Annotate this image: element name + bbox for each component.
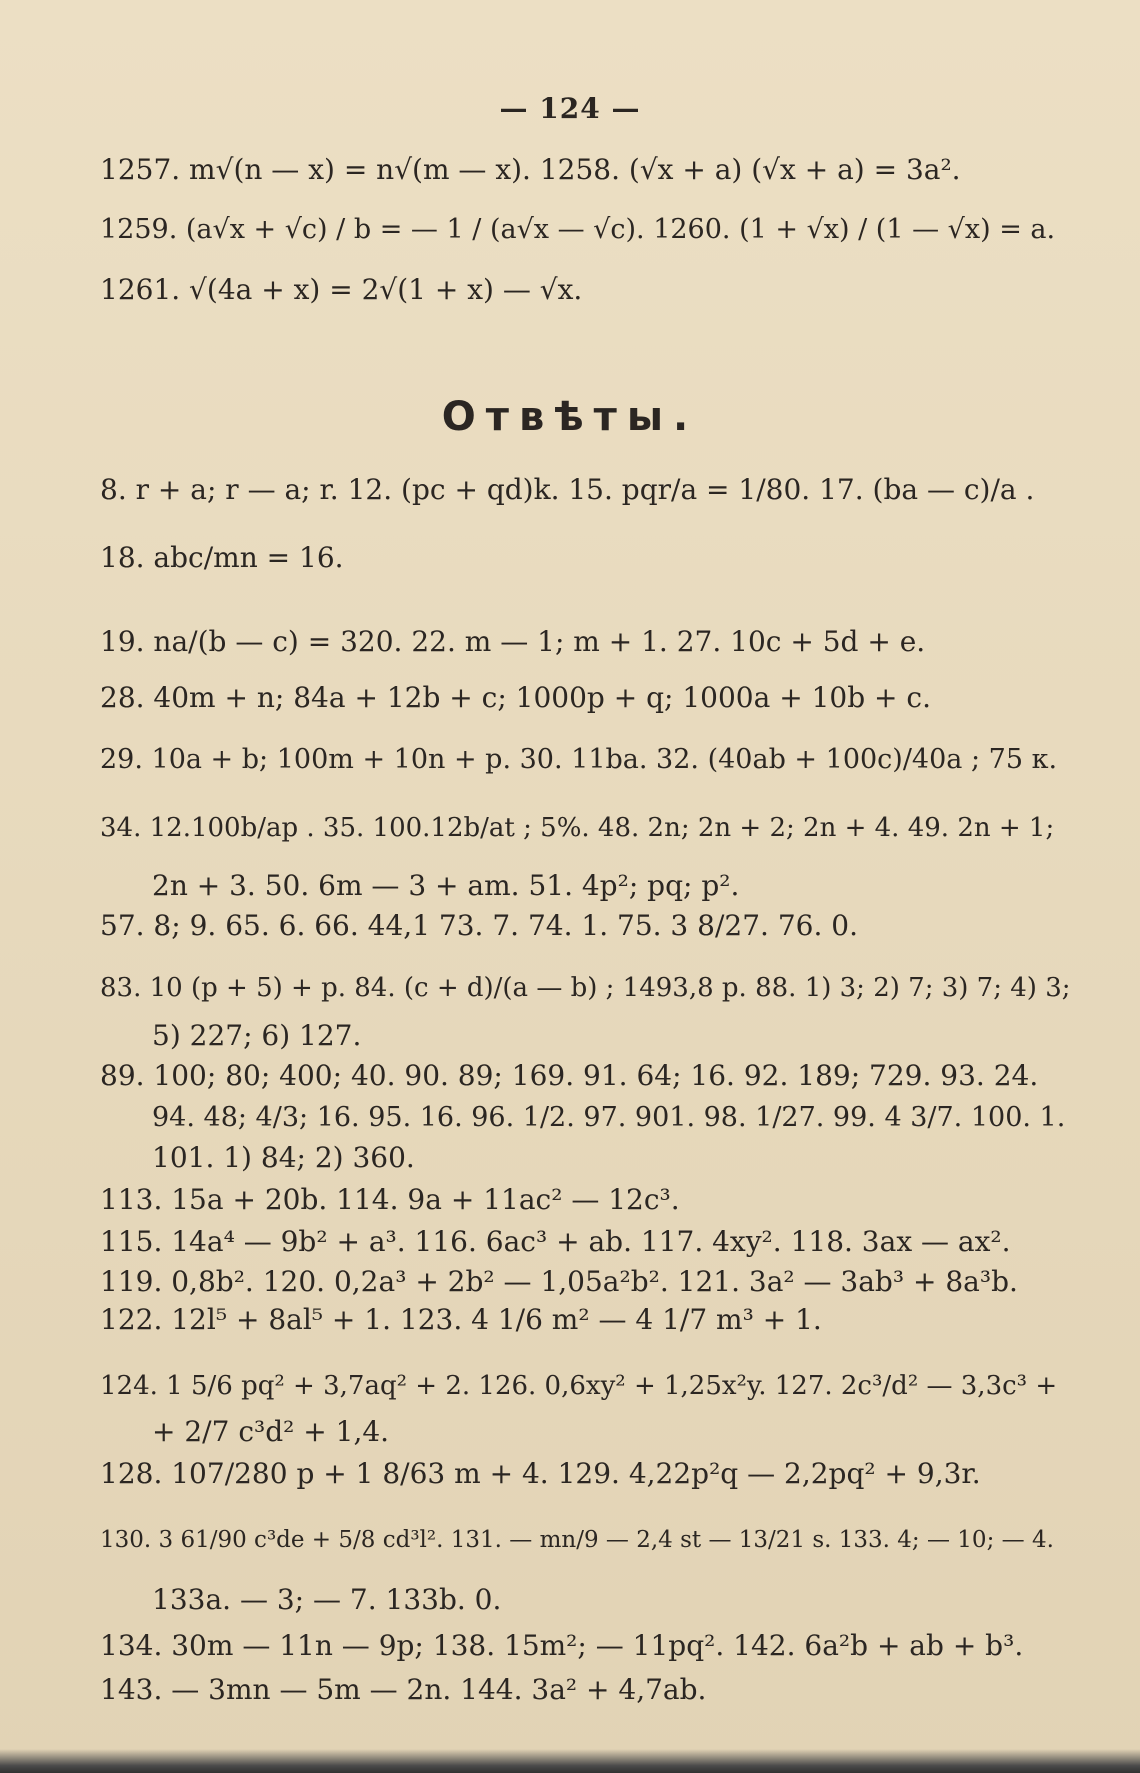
answer-line: 34. 12.100b/ap . 35. 100.12b/at ; 5%. 48. 2n; 2n + 2; 2n + 4. 49. 2n + 1;	[100, 813, 1055, 843]
page-bottom-edge	[0, 1749, 1140, 1773]
answer-line: 119. 0,8b². 120. 0,2a³ + 2b² — 1,05a²b². 121. 3a² — 3ab³ + 8a³b.	[100, 1265, 1018, 1298]
answer-line: 29. 10a + b; 100m + 10n + p. 30. 11ba. 32. (40ab + 100c)/40a ; 75 к.	[100, 744, 1058, 775]
page-number: — 124 —	[499, 92, 641, 125]
answer-line: 122. 12l⁵ + 8al⁵ + 1. 123. 4 1/6 m² — 4 1/7 m³ + 1.	[100, 1303, 822, 1336]
answers-heading: Отвѣты.	[441, 394, 699, 440]
problem-line: 1261. √(4a + x) = 2√(1 + x) — √x.	[100, 273, 583, 306]
answer-line: 101. 1) 84; 2) 360.	[152, 1141, 415, 1174]
problem-line: 1257. m√(n — x) = n√(m — x). 1258. (√x + a) (√x + a) = 3a².	[100, 153, 961, 186]
answer-line: 19. na/(b — c) = 320. 22. m — 1; m + 1. 27. 10c + 5d + e.	[100, 625, 926, 658]
answer-line: 18. abc/mn = 16.	[100, 541, 344, 574]
answer-line: 128. 107/280 p + 1 8/63 m + 4. 129. 4,22p²q — 2,2pq² + 9,3r.	[100, 1457, 981, 1490]
answer-line: 113. 15a + 20b. 114. 9a + 11ac² — 12c³.	[100, 1183, 680, 1216]
answer-line: 28. 40m + n; 84a + 12b + c; 1000p + q; 1000a + 10b + c.	[100, 681, 931, 714]
problem-line: 1259. (a√x + √c) / b = — 1 / (a√x — √c). 1260. (1 + √x) / (1 — √x) = a.	[100, 214, 1056, 245]
answer-line: 143. — 3mn — 5m — 2n. 144. 3a² + 4,7ab.	[100, 1673, 707, 1706]
answer-line: 94. 48; 4/3; 16. 95. 16. 96. 1/2. 97. 901. 98. 1/27. 99. 4 3/7. 100. 1.	[152, 1102, 1066, 1133]
answer-line: 89. 100; 80; 400; 40. 90. 89; 169. 91. 64; 16. 92. 189; 729. 93. 24.	[100, 1059, 1039, 1092]
answer-line: 130. 3 61/90 c³de + 5/8 cd³l². 131. — mn/9 — 2,4 st — 13/21 s. 133. 4; — 10; — 4.	[100, 1527, 1054, 1553]
answer-line: 134. 30m — 11n — 9p; 138. 15m²; — 11pq². 142. 6a²b + ab + b³.	[100, 1629, 1024, 1662]
answer-line: 8. r + a; r — a; r. 12. (pc + qd)k. 15. pqr/a = 1/80. 17. (ba — c)/a .	[100, 473, 1035, 506]
answer-line: 83. 10 (p + 5) + p. 84. (c + d)/(a — b) ; 1493,8 р. 88. 1) 3; 2) 7; 3) 7; 4) 3;	[100, 973, 1071, 1003]
answer-line: 5) 227; 6) 127.	[152, 1019, 362, 1052]
answer-line: 124. 1 5/6 pq² + 3,7aq² + 2. 126. 0,6xy² + 1,25x²y. 127. 2c³/d² — 3,3c³ +	[100, 1371, 1058, 1401]
answer-line: 2n + 3. 50. 6m — 3 + am. 51. 4p²; pq; p².	[152, 869, 740, 902]
answer-line: + 2/7 c³d² + 1,4.	[152, 1415, 390, 1448]
answer-line: 133a. — 3; — 7. 133b. 0.	[152, 1583, 502, 1616]
answer-line: 57. 8; 9. 65. 6. 66. 44,1 73. 7. 74. 1. 75. 3 8/27. 76. 0.	[100, 909, 858, 942]
answer-line: 115. 14a⁴ — 9b² + a³. 116. 6ac³ + ab. 117. 4xy². 118. 3ax — ax².	[100, 1225, 1011, 1258]
